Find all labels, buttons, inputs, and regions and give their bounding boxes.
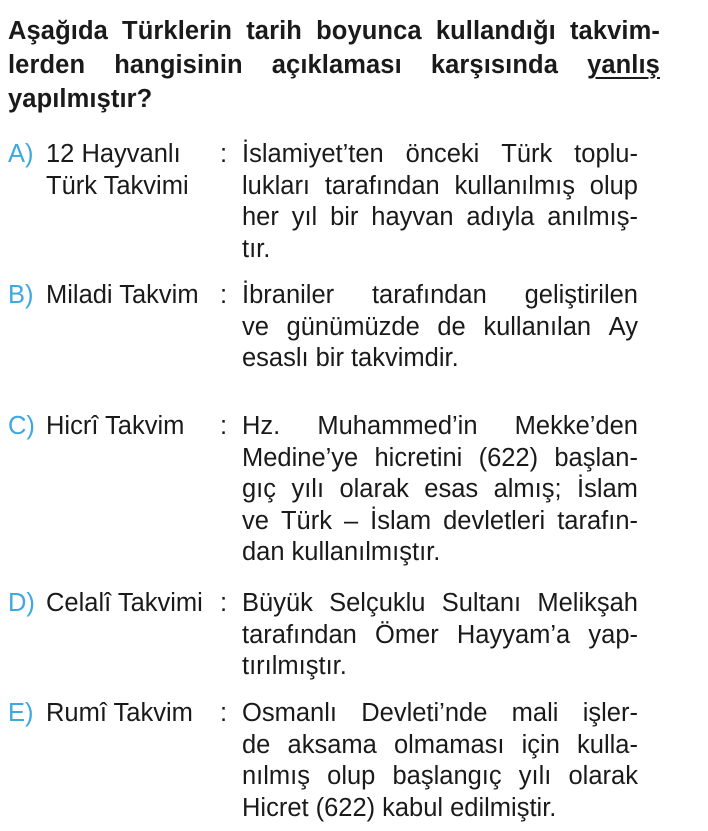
desc-word: başlangıç (392, 762, 502, 790)
option-a[interactable] (8, 139, 638, 269)
option-description (242, 139, 638, 265)
desc-line (242, 139, 638, 171)
desc-word: Devleti’nde (361, 699, 488, 727)
desc-word: ve (242, 312, 269, 341)
desc-word: önceki (405, 140, 480, 168)
desc-word: İslam (370, 506, 432, 535)
desc-word: almış; (493, 475, 562, 503)
desc-word: takvimdir. (350, 344, 459, 372)
option-name-line: Miladi Takvim (46, 281, 199, 309)
desc-line (242, 443, 638, 475)
desc-word: ve (242, 506, 269, 535)
desc-word: için (521, 730, 560, 759)
desc-line (242, 202, 638, 234)
desc-word: Mekke’den (514, 412, 638, 440)
desc-word: Medine’ye (242, 443, 359, 472)
desc-word: yılı (518, 762, 552, 790)
question-line-1 (8, 14, 660, 48)
option-description (242, 280, 638, 375)
option-name-line: Türk Takvimi (46, 171, 189, 200)
desc-word: Sultanı (441, 589, 522, 617)
option-colon: : (220, 281, 228, 309)
desc-word: de (242, 730, 271, 759)
desc-word: lukları (242, 171, 311, 200)
option-name (46, 411, 184, 443)
desc-word: Muhammed’in (317, 412, 478, 440)
desc-word: gıç (242, 475, 277, 503)
option-letter: B) (8, 281, 34, 309)
desc-word: tırılmıştır. (242, 652, 347, 680)
question-word: tarih (246, 17, 302, 45)
option-b[interactable] (8, 280, 638, 380)
desc-line (242, 411, 638, 443)
option-e[interactable] (8, 698, 638, 828)
desc-word: İbraniler (242, 281, 335, 309)
option-letter: A) (8, 140, 34, 168)
question-word: lerden (8, 51, 86, 79)
desc-word: de (437, 312, 466, 341)
question-word: hangisinin (114, 51, 243, 79)
desc-line (242, 730, 638, 762)
option-letter: E) (8, 699, 34, 727)
desc-line (242, 588, 638, 620)
desc-word: kullanılmış (454, 171, 575, 200)
desc-word: edilmiştir. (450, 793, 557, 822)
option-name-line: Hicrî Takvim (46, 412, 185, 440)
desc-word: olup (589, 171, 638, 200)
question-word: Aşağıda (8, 17, 108, 45)
option-name-line: Rumî Takvim (46, 699, 193, 727)
option-colon: : (220, 140, 228, 168)
desc-word: aksama (287, 730, 377, 759)
desc-word: bir (315, 344, 344, 372)
option-letter: D) (8, 589, 35, 617)
desc-word: Hz. (242, 412, 281, 440)
desc-word: kulla- (577, 730, 638, 759)
emphasis-word: yanlış (587, 51, 660, 79)
option-name (46, 139, 189, 202)
desc-word: Ay (608, 312, 638, 341)
desc-line (242, 474, 638, 506)
question-word: açıklaması (271, 51, 402, 79)
desc-word: toplu- (574, 140, 638, 168)
desc-word: olarak (568, 762, 638, 790)
option-colon: : (220, 589, 228, 617)
desc-line (242, 698, 638, 730)
question-word: kullandığı (435, 17, 556, 45)
option-description (242, 411, 638, 569)
desc-word: her (242, 203, 279, 231)
desc-line (242, 761, 638, 793)
desc-word: dan (242, 538, 285, 566)
question-word: Türklerin (122, 17, 233, 45)
desc-word: geliştirilen (524, 281, 638, 309)
desc-word: günümüzde (286, 312, 420, 341)
option-colon: : (220, 699, 228, 727)
question-line-2 (8, 48, 660, 82)
option-name-line: 12 Hayvanlı (46, 140, 181, 168)
question-word: boyunca (316, 17, 422, 45)
desc-word: olup (327, 762, 376, 790)
desc-word: yıl (291, 203, 318, 231)
option-letter: C) (8, 412, 35, 440)
desc-word: kabul (382, 793, 444, 822)
desc-word: tarafın- (557, 506, 638, 535)
desc-word: İslam (577, 475, 638, 503)
question-stem (8, 14, 660, 116)
desc-line (242, 537, 638, 569)
desc-word: Osmanlı (242, 699, 337, 727)
question-word: takvim- (569, 17, 660, 45)
desc-word: Hicret (242, 793, 309, 822)
desc-word: – (343, 506, 359, 535)
desc-word: tarafından (242, 620, 357, 649)
desc-line (242, 506, 638, 538)
desc-word: olarak (339, 475, 409, 503)
option-name-line: Celalî Takvimi (46, 589, 203, 617)
desc-word: Melikşah (537, 589, 638, 617)
desc-word: başlan- (554, 443, 638, 472)
question-word: karşısında (430, 51, 558, 79)
desc-word: yap- (588, 620, 638, 649)
desc-word: Büyük (242, 589, 313, 617)
desc-word: tır. (242, 234, 271, 263)
option-description (242, 588, 638, 683)
desc-word: (622) (478, 443, 539, 472)
desc-line (242, 620, 638, 652)
desc-word: esaslı (242, 344, 309, 372)
desc-word: işler- (582, 699, 638, 727)
desc-word: anılmış- (547, 203, 638, 231)
desc-word: kullanılan (483, 312, 592, 341)
desc-word: yılı (291, 475, 325, 503)
desc-word: nılmış (242, 762, 311, 790)
option-d[interactable] (8, 588, 638, 688)
option-name (46, 280, 199, 312)
desc-word: (622) (315, 793, 376, 822)
option-c[interactable] (8, 411, 638, 571)
desc-word: bir (330, 203, 359, 231)
desc-word: hicretini (374, 443, 463, 472)
desc-line (242, 312, 638, 344)
desc-word: hayvan (371, 203, 454, 231)
desc-word: İslamiyet’ten (242, 140, 384, 168)
desc-word: Hayyam’a (456, 620, 571, 649)
desc-word: kullanılmıştır. (291, 538, 441, 566)
desc-word: Türk (280, 506, 332, 535)
option-name (46, 698, 193, 730)
desc-word: Ömer (374, 620, 439, 649)
desc-word: Türk (501, 140, 553, 168)
desc-line (242, 280, 638, 312)
option-colon: : (220, 412, 228, 440)
desc-line (242, 793, 638, 825)
desc-word: olmaması (393, 730, 505, 759)
desc-line (242, 234, 638, 266)
desc-word: mali (511, 699, 559, 727)
desc-word: devletleri (443, 506, 546, 535)
desc-word: tarafından (371, 281, 487, 309)
desc-word: esas (424, 475, 479, 503)
desc-word: Selçuklu (329, 589, 426, 617)
option-name (46, 588, 203, 620)
desc-word: adıyla (466, 203, 535, 231)
desc-word: tarafından (324, 171, 440, 200)
desc-line (242, 171, 638, 203)
option-description (242, 698, 638, 824)
question-line-3: yapılmıştır? (8, 85, 153, 113)
desc-line (242, 651, 638, 683)
desc-line (242, 343, 638, 375)
